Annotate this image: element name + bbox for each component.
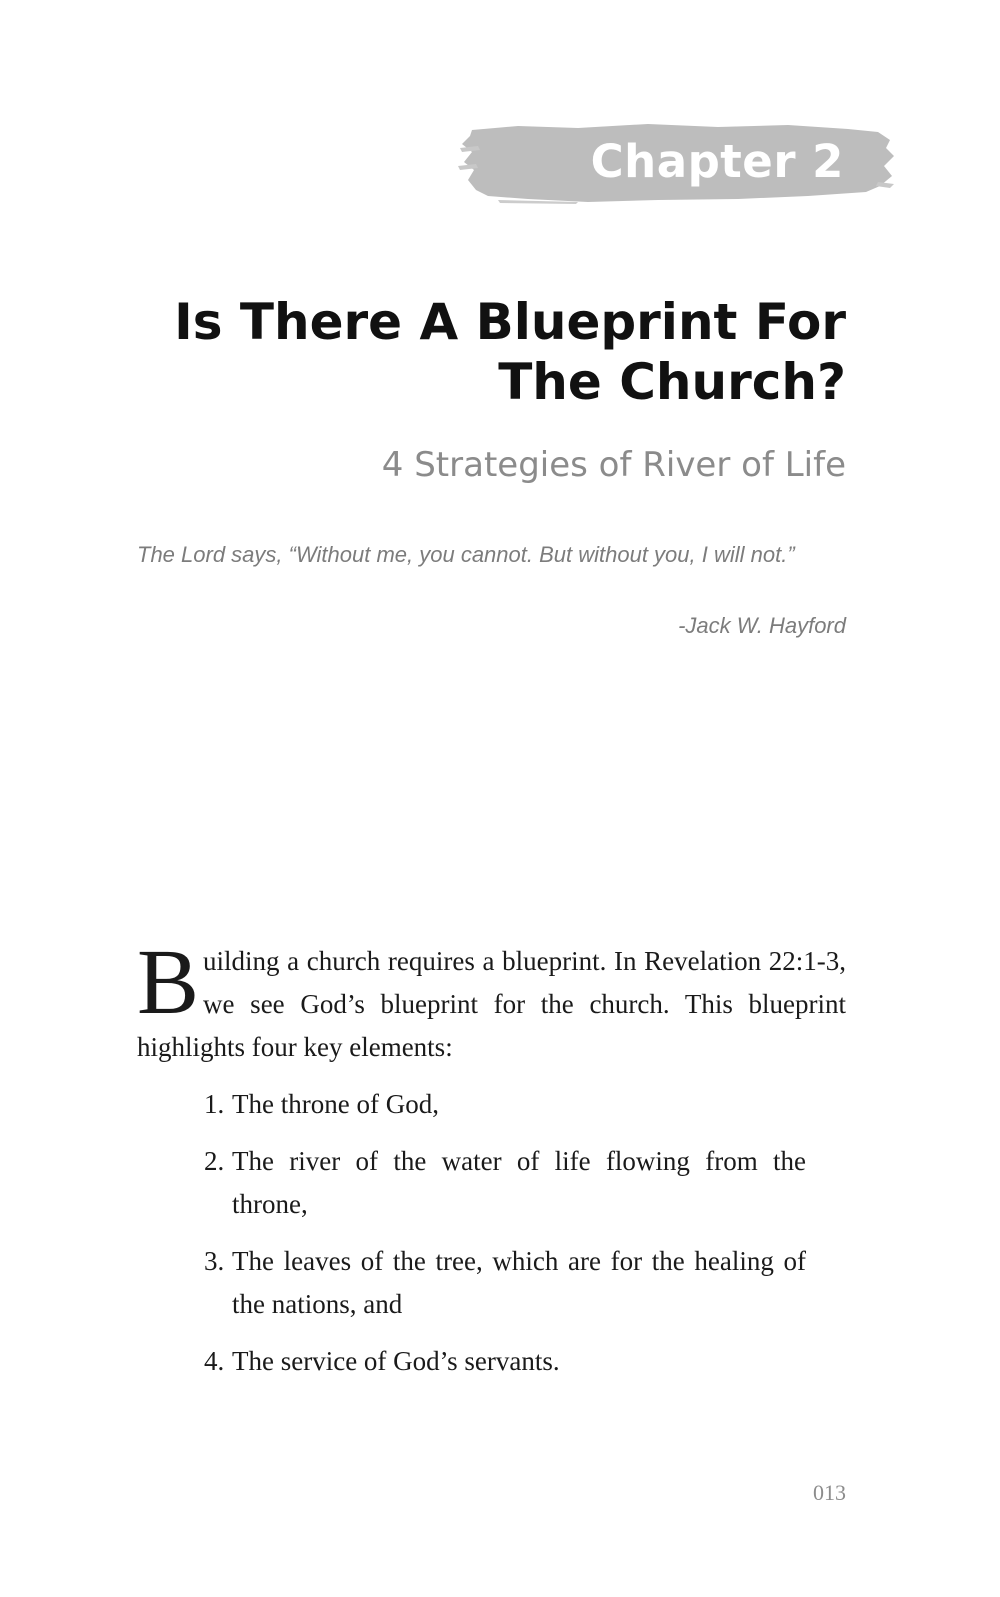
chapter-label: Chapter 2 (590, 135, 844, 188)
chapter-banner (458, 122, 896, 204)
epigraph-attribution: -Jack W. Hayford (678, 613, 846, 638)
drop-cap: B (137, 931, 200, 1034)
chapter-title (126, 292, 846, 412)
body-paragraph (137, 931, 846, 1069)
list-item-text: The service of God’s servants. (232, 1346, 560, 1376)
list-item-text: The river of the water of life flowing from the throne, (232, 1146, 806, 1219)
list-item-text: The leaves of the tree, which are for the healing of the nations, and (232, 1246, 806, 1319)
list-item-text: The throne of God, (232, 1089, 439, 1119)
list-item (204, 1340, 806, 1383)
list-item (204, 1083, 806, 1126)
list-item-number: 3. (204, 1246, 225, 1276)
epigraph-quote: The Lord says, “Without me, you cannot. But without you, I will not.” (137, 542, 795, 567)
key-elements-list (204, 1083, 806, 1397)
chapter-title-line-2: The Church? (498, 353, 846, 411)
list-item-number: 1. (204, 1089, 225, 1119)
list-item (204, 1140, 806, 1226)
body-paragraph-text: uilding a church requires a blueprint. In Revelation 22:1-3, we see God’s blueprint for the church. This blueprint highlights four key elements: (137, 946, 846, 1062)
chapter-title-line-1: Is There A Blueprint For (174, 293, 846, 351)
page-number: 013 (813, 1480, 846, 1505)
list-item-number: 2. (204, 1146, 225, 1176)
list-item-number: 4. (204, 1346, 225, 1376)
chapter-subtitle: 4 Strategies of River of Life (381, 445, 846, 485)
list-item (204, 1240, 806, 1326)
